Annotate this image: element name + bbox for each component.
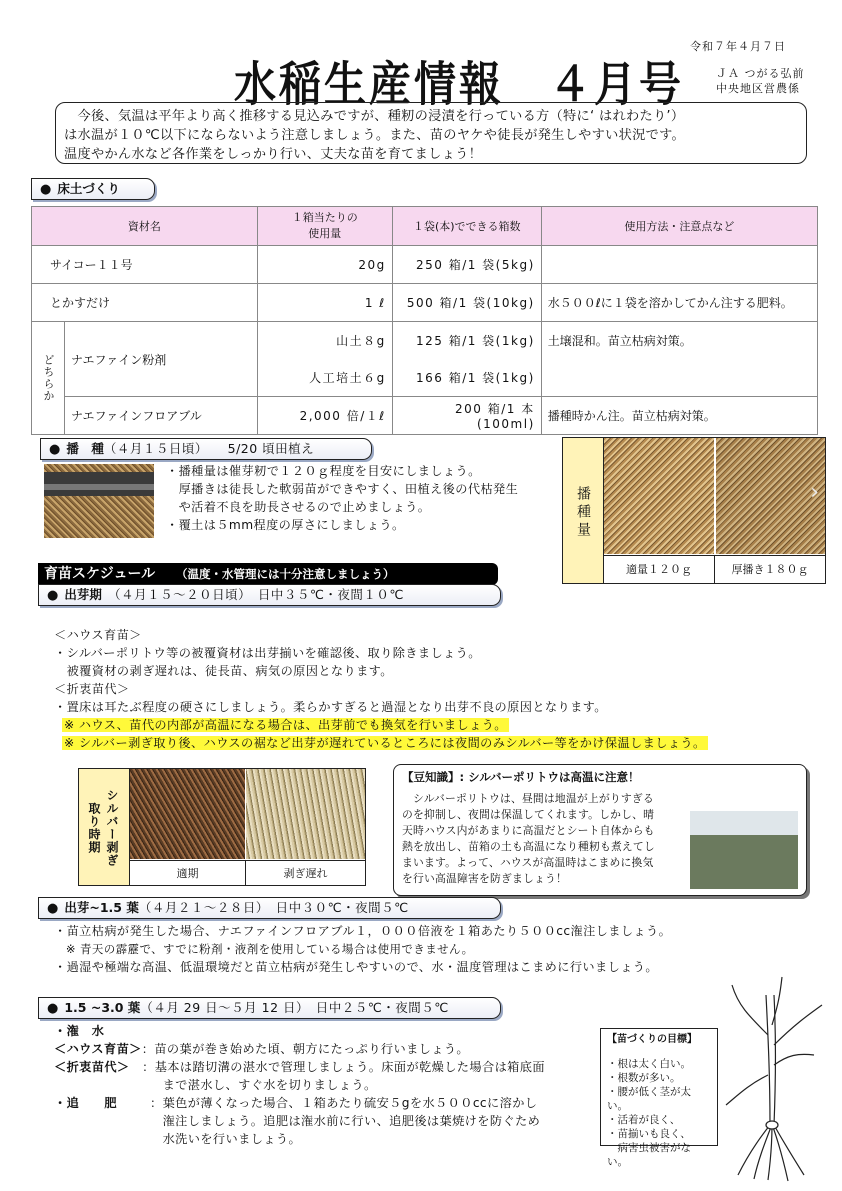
stage2-sub: （４月２１～２８日） 日中３０℃・夜間５℃ <box>138 900 409 915</box>
caption-late: 剥ぎ遅れ <box>246 860 365 886</box>
sowing-note-4: ・覆土は５mm程度の厚さにしましょう。 <box>166 518 405 532</box>
stage2-text <box>54 922 824 976</box>
fert-line <box>54 1094 614 1112</box>
tip-line: まいます。よって、ハウスが高温時はこまめに換気 <box>402 856 654 869</box>
material-note: 土壌混和。苗立枯病対策。 <box>541 322 817 397</box>
tip-body <box>402 791 655 887</box>
intro-line-2: は水温が１０℃以下にならないよう注意しましょう。また、苗のヤケや徒長が発生しやすい状況です。 <box>64 128 685 143</box>
caption-thick: 厚播き１８０ｇ <box>715 555 825 584</box>
table-row <box>32 246 818 284</box>
stage1-text <box>54 626 814 716</box>
table-row <box>32 322 818 360</box>
header-boxes: １袋(本)でできる箱数 <box>392 207 541 246</box>
material-amount-a: 山土８g <box>257 322 392 360</box>
goals-box <box>600 1028 718 1168</box>
schedule-title: 育苗スケジュール <box>44 566 156 582</box>
stage1-highlight-2 <box>62 734 708 752</box>
goal-item: ・活着が良く、 <box>607 1114 681 1126</box>
caption-normal: 適量１２０ｇ <box>604 555 715 584</box>
silver-removal-label: シルバー剥ぎ取り時期 <box>87 789 119 867</box>
stage1-line-3: 被覆資材の剥ぎ遅れは、徒長苗、病気の原因となります。 <box>54 664 393 678</box>
fert-text-1: ：葉色が薄くなった場合、１箱あたり硫安５gを水５００ccに溶かし <box>150 1096 538 1110</box>
material-amount: 2,000 倍/１ℓ <box>257 397 392 435</box>
material-note: 水５００ℓに１袋を溶かしてかん注する肥料。 <box>541 284 817 322</box>
section-germination <box>38 584 501 606</box>
material-boxes: 200 箱/1 本(100ml) <box>392 397 541 435</box>
header-material: 資材名 <box>32 207 258 246</box>
seeder-machine-photo <box>44 464 154 538</box>
intro-box <box>55 102 807 164</box>
intro-line-3: 温度やかん水など各作業をしっかり行い、丈夫な苗を育てましょう！ <box>64 147 483 162</box>
section-leaf-stage <box>38 997 501 1019</box>
goal-item: ・根は太く白い。 <box>607 1058 691 1070</box>
material-amount: 1 ℓ <box>257 284 392 322</box>
fert-text-3: 水洗いを行いましょう。 <box>150 1132 302 1146</box>
material-amount: 20g <box>257 246 392 284</box>
goals-title: 【苗づくりの目標】 <box>607 1034 697 1045</box>
material-note: 播種時かん注。苗立枯病対策。 <box>541 397 817 435</box>
arrow-right-icon: › <box>810 480 819 505</box>
table-header-row <box>32 207 818 246</box>
tip-line: 天時ハウス内があまりに高温だとシート自体からも <box>402 824 655 837</box>
sowing-note-3: や活着不良を助長させるので止めましょう。 <box>166 500 431 514</box>
group-either-label: どちらか <box>42 354 55 402</box>
stage2-line-2: ※ 青天の霹靂で、すでに粉剤・液剤を使用している場合は使用できません。 <box>54 942 474 956</box>
stage3-sub: （４月 29 日～５月 12 日） 日中２５℃・夜間５℃ <box>140 1000 449 1015</box>
group-either <box>32 322 65 435</box>
stage2-line-1: ・苗立枯病が発生した場合、ナエファインフロアブル１，０００倍液を１箱あたり５００cc潅注しましょう。 <box>54 924 672 938</box>
issue-date: 令和７年４月７日 <box>690 40 786 53</box>
photo-thick-sowing <box>716 438 825 554</box>
silver-removal-side <box>79 769 130 885</box>
stage2-line-3: ・過湿や極端な高温、低温環境だと苗立枯病が発生しやすいので、水・温度管理はこまめに行いましょう。 <box>54 960 658 974</box>
organization <box>716 66 805 96</box>
photo-normal-sowing <box>604 438 714 554</box>
material-boxes-a: 125 箱/1 袋(1kg) <box>392 322 541 360</box>
header-amount: １箱当たりの 使用量 <box>257 207 392 246</box>
table-row <box>32 397 818 435</box>
intro-line-1: 今後、気温は平年より高く推移する見込みですが、種籾の浸漬を行っている方（特に‘ はれわたり’） <box>64 109 685 124</box>
house-line <box>54 1040 614 1058</box>
bullet-icon: ● <box>47 588 59 603</box>
stage2-label: 出芽~1.5 葉 <box>64 900 139 915</box>
material-boxes-b: 166 箱/1 袋(1kg) <box>392 359 541 397</box>
tip-line: 熱を放出し、苗箱の土も高温になり種籾も煮えてし <box>402 840 655 853</box>
house-text: ：苗の葉が巻き始めた頃、朝方にたっぷり行いましょう。 <box>141 1042 470 1056</box>
stage1-label: 出芽期 <box>64 587 102 602</box>
photo-timely <box>130 769 245 859</box>
rice-seedling-illustration <box>718 975 828 1185</box>
secchu-text-2: まで湛水し、すぐ水を切りましょう。 <box>150 1078 377 1092</box>
water-label: ・潅 水 <box>54 1024 105 1038</box>
sowing-notes <box>166 462 566 534</box>
material-name: サイコー１１号 <box>32 246 258 284</box>
material-amount-b: 人工培土６g <box>257 359 392 397</box>
tip-title: 【豆知識】: シルバーポリトウは高温に注意！ <box>402 770 640 784</box>
stage1-highlight-1 <box>62 716 509 734</box>
section-bed-label: 床土づくり <box>57 181 120 196</box>
org-line-1: ＪＡ つがる弘前 <box>716 67 805 80</box>
sowing-note-2: 厚播きは徒長した軟弱苗ができやすく、田植え後の代枯発生 <box>166 482 519 496</box>
stage1-line-4: ＜折衷苗代＞ <box>54 682 130 696</box>
material-name: ナエファイン粉剤 <box>65 322 258 397</box>
secchu-text-1: ：基本は踏切溝の湛水で管理しましょう。床面が乾燥した場合は箱底面 <box>142 1060 545 1074</box>
goal-item: 病害虫被害がない。 <box>607 1142 691 1168</box>
tip-line: を行い高温障害を防ぎましょう！ <box>402 872 567 885</box>
house-label: ＜ハウス育苗＞ <box>54 1042 142 1056</box>
tip-box <box>393 764 807 896</box>
bullet-icon: ● <box>47 901 59 916</box>
section-bed-soil <box>31 178 155 200</box>
silver-sheet-photo <box>690 769 798 889</box>
stage1-line-5: ・置床は耳たぶ程度の硬さにしましょう。柔らかすぎると過湿となり出芽不良の原因となります。 <box>54 700 607 714</box>
bullet-icon: ● <box>40 182 52 197</box>
caption-timely: 適期 <box>130 860 246 886</box>
header-notes: 使用方法・注意点など <box>541 207 817 246</box>
sowing-note-1: ・播種量は催芽籾で１２０ｇ程度を目安にしましょう。 <box>166 464 481 478</box>
fert-label: ・追 肥 <box>54 1096 117 1110</box>
goal-item: ・苗揃いも良く、 <box>607 1128 691 1140</box>
secchu-line <box>54 1058 614 1076</box>
sowing-amount-side <box>563 438 604 583</box>
bullet-icon: ● <box>47 1001 59 1016</box>
goal-item: ・腰が低く茎が太い。 <box>607 1086 691 1112</box>
tip-line: のを抑制し、夜間は保温してくれます。しかし、晴 <box>402 808 655 821</box>
org-line-2: 中央地区営農係 <box>716 82 800 95</box>
material-boxes: 250 箱/1 袋(5kg) <box>392 246 541 284</box>
bullet-icon: ● <box>49 442 61 457</box>
silver-removal-figure <box>78 768 366 886</box>
material-boxes: 500 箱/1 袋(10kg) <box>392 284 541 322</box>
highlight-text: ※ シルバー剥ぎ取り後、ハウスの裾など出芽が遅れているところには夜間のみシルバー等をかけ保温しましょう。 <box>64 736 706 750</box>
table-row <box>32 284 818 322</box>
sowing-amount-figure <box>562 437 826 584</box>
material-name: とかすだけ <box>32 284 258 322</box>
section-sowing-sub: （４月１５日頃） 5/20 頃田植え <box>103 441 315 456</box>
tip-line: シルバーポリトウは、昼間は地温が上がりすぎる <box>402 792 654 805</box>
stage3-text <box>54 1022 614 1148</box>
material-note <box>541 246 817 284</box>
section-sowing-label: 播 種 <box>66 441 104 456</box>
photo-late <box>246 769 365 859</box>
section-emergence <box>38 897 501 919</box>
stage3-label: 1.5 ~3.0 葉 <box>64 1000 141 1015</box>
schedule-banner <box>38 563 498 585</box>
schedule-sub: （温度・水管理には十分注意しましょう） <box>176 567 395 581</box>
goal-item: ・根数が多い。 <box>607 1072 681 1084</box>
materials-table <box>31 206 818 435</box>
stage1-sub: （４月１５～２０日頃） 日中３５℃・夜間１０℃ <box>114 587 404 602</box>
highlight-text: ※ ハウス、苗代の内部が高温になる場合は、出芽前でも換気を行いましょう。 <box>64 718 507 732</box>
stage1-line-1: ＜ハウス育苗＞ <box>54 628 142 642</box>
sowing-amount-label: 播種量 <box>575 486 591 540</box>
page-title: 水稲生産情報 ４月号 <box>234 56 685 112</box>
material-name: ナエファインフロアブル <box>65 397 258 435</box>
section-sowing <box>40 438 372 460</box>
fert-text-2: 潅注しましょう。追肥は潅水前に行い、追肥後は葉焼けを防ぐため <box>150 1114 541 1128</box>
stage1-line-2: ・シルバーポリトウ等の被覆資材は出芽揃いを確認後、取り除きましょう。 <box>54 646 481 660</box>
secchu-label: ＜折衷苗代＞ <box>54 1060 130 1074</box>
